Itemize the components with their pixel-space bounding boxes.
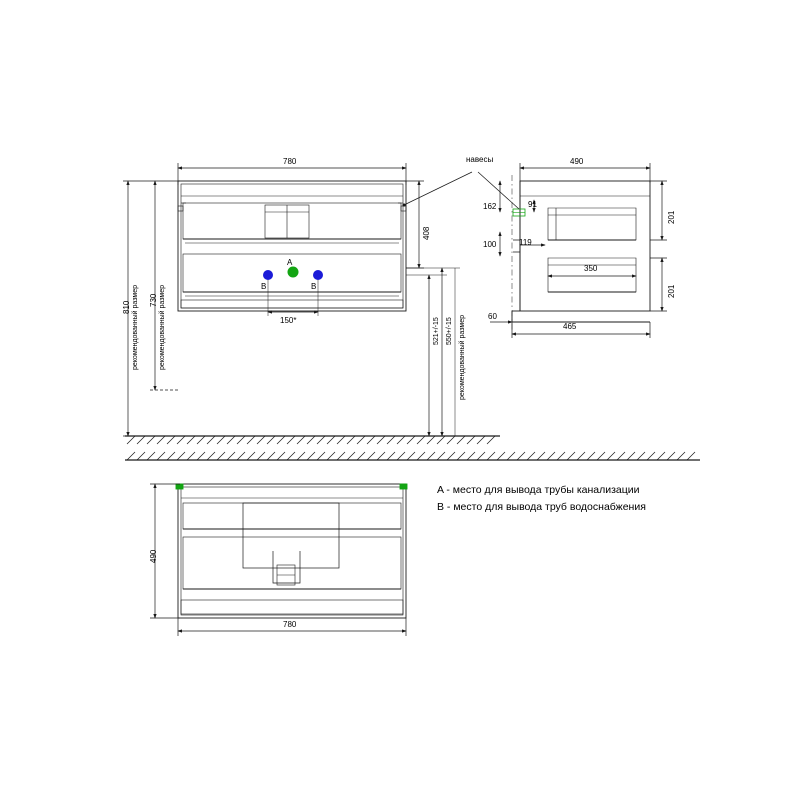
top-view-geometry [176,484,407,618]
point-b-left-marker [263,270,273,280]
center-spacing-label: 150* [280,316,297,325]
front-total-height-label: 810 [122,300,131,314]
top-view-dimensions [150,484,406,636]
plumbing-height-dimensions [406,268,460,436]
point-b-right-marker [313,270,323,280]
point-a-marker [288,267,299,278]
dim-column-rec-size-label: рекомендованный размер [459,314,466,400]
side-h1-label: 162 [483,202,497,211]
top-width-label: 780 [283,620,297,629]
side-base-width-label: 465 [563,322,577,331]
side-view-geometry [512,175,650,330]
plumbing-points [263,267,323,281]
side-h4-label: 119 [519,238,532,247]
dim-550-label: 550+/-15 [446,317,453,345]
side-h3-label: 100 [483,240,497,249]
hinge-leader-lines [403,172,519,209]
front-floor-line [125,436,500,444]
side-seg1-label: 201 [667,210,676,224]
side-width-label: 490 [570,157,584,166]
front-width-label: 780 [283,157,297,166]
point-a-label: A [287,258,293,267]
front-view-geometry [178,181,406,311]
point-b-right-label: B [311,282,317,291]
dim-521-label: 521+/-15 [433,317,440,345]
front-upper-height-dimension [406,181,424,268]
side-offset-label: 60 [488,312,497,321]
hinge-note-label: навесы [466,155,494,164]
front-width-dimension [178,163,406,185]
point-b-left-label: B [261,282,267,291]
side-h2-label: 91 [528,200,537,209]
side-seg2-label: 201 [667,284,676,298]
top-floor-line [125,452,700,460]
side-view-dimensions [490,163,667,338]
legend-item-a: A - место для вывода трубы канализации [437,484,640,496]
front-upper-height-label: 408 [422,226,431,240]
front-rec-size-inner-label: рекомендованный размер [159,284,166,370]
top-depth-label: 490 [149,549,158,563]
front-body-height-label: 730 [149,293,158,307]
legend-item-b: B - место для вывода труб водоснабжения [437,501,646,513]
front-rec-size-outer-label: рекомендованный размер [132,284,139,370]
side-inner-width-label: 350 [584,264,598,273]
